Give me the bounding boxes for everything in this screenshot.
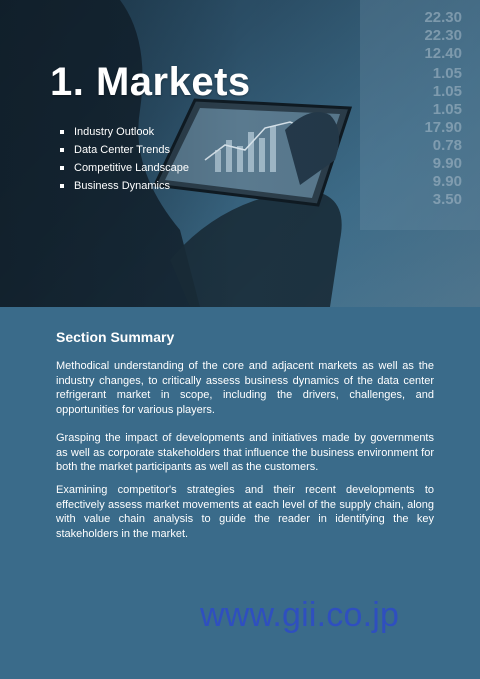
list-item: Industry Outlook — [60, 123, 189, 141]
list-item: Data Center Trends — [60, 141, 189, 159]
summary-paragraph: Methodical understanding of the core and adjacent markets as well as the industry changes, to critically assess business dynamics of the data center refrigerant market in scope, including the drivers, challenges, and opportunities for various players. — [56, 360, 434, 416]
section-title: Section Summary — [56, 329, 175, 345]
list-item: Competitive Landscape — [60, 159, 189, 177]
page-title: 1. Markets — [50, 60, 251, 104]
summary-paragraph: Examining competitor's strategies and their recent developments to effectively assess market movements at each level of the supply chain, along with value chain analysis to guide the reader in identifying the key stakeholders in the market. — [56, 484, 434, 540]
list-item: Business Dynamics — [60, 177, 189, 195]
section-summary — [0, 307, 480, 679]
summary-paragraph: Grasping the impact of developments and initiatives made by governments as well as corporate stakeholders that influence the business environment for both the market participants as well as the customers. — [56, 432, 434, 473]
topic-list — [60, 123, 189, 195]
hero-banner — [0, 0, 480, 307]
brand-url[interactable]: www.gii.co.jp — [200, 596, 400, 634]
